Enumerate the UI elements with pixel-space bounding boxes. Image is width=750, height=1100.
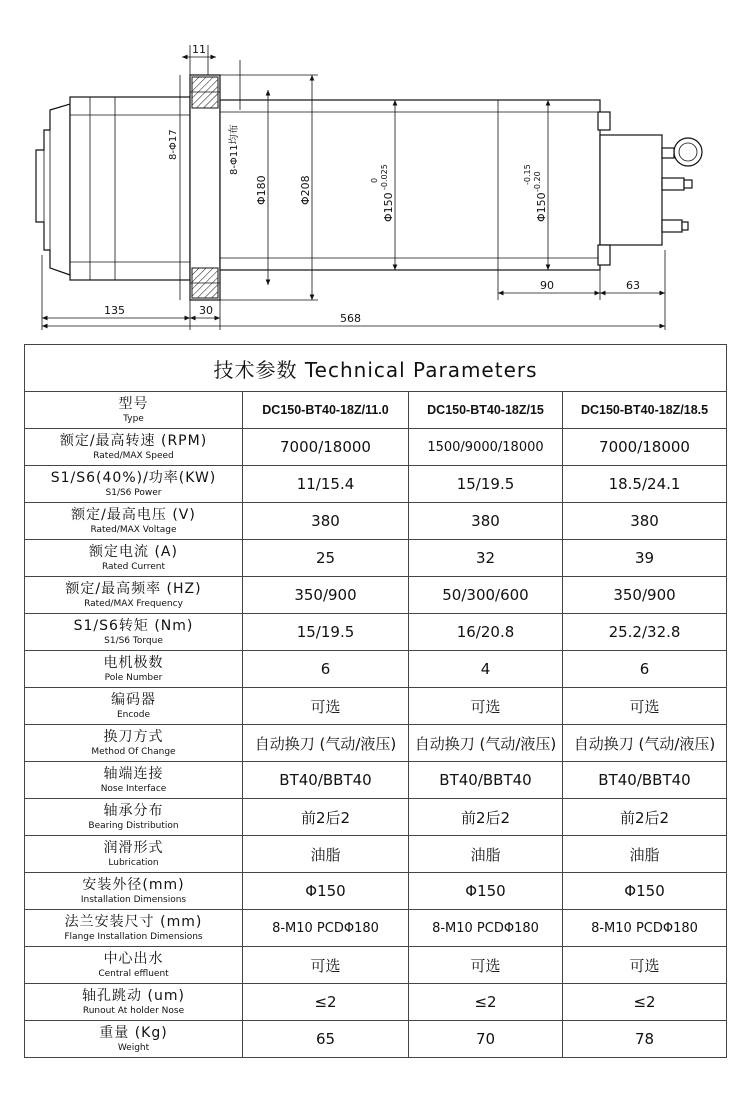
parameter-value-cell: 油脂 bbox=[243, 836, 409, 873]
parameter-label-en: Rated/MAX Frequency bbox=[84, 598, 183, 609]
parameter-value-cell: 4 bbox=[409, 651, 563, 688]
parameter-value-cell: 油脂 bbox=[409, 836, 563, 873]
type-label-cell bbox=[25, 392, 243, 429]
parameter-value-cell: 380 bbox=[243, 503, 409, 540]
parameter-value-cell: 可选 bbox=[563, 947, 727, 984]
parameter-value-cell: 50/300/600 bbox=[409, 577, 563, 614]
parameter-value-cell: 8-M10 PCDΦ180 bbox=[409, 910, 563, 947]
dim-len-30: 30 bbox=[199, 304, 213, 317]
parameter-label-cell bbox=[25, 984, 243, 1021]
parameter-label-cn: 额定/最高电压 (V) bbox=[71, 506, 196, 523]
parameter-value-cell: 自动换刀 (气动/液压) bbox=[563, 725, 727, 762]
parameter-label-en: S1/S6 Torque bbox=[104, 635, 163, 646]
technical-parameters-table bbox=[24, 344, 727, 1058]
parameter-label-cn: S1/S6(40%)/功率(KW) bbox=[50, 469, 217, 486]
model-header: DC150-BT40-18Z/15 bbox=[409, 392, 563, 429]
parameter-value-cell: 15/19.5 bbox=[243, 614, 409, 651]
parameter-value-cell: 350/900 bbox=[243, 577, 409, 614]
parameter-value-cell: 16/20.8 bbox=[409, 614, 563, 651]
flange bbox=[190, 75, 220, 300]
parameter-value-cell: 前2后2 bbox=[409, 799, 563, 836]
parameter-value-cell: Φ150 bbox=[409, 873, 563, 910]
parameter-value-cell: 可选 bbox=[243, 947, 409, 984]
dim-len-135: 135 bbox=[104, 304, 125, 317]
parameter-label-en: Method Of Change bbox=[91, 746, 176, 757]
parameter-label-cell bbox=[25, 873, 243, 910]
parameter-value-cell: 8-M10 PCDΦ180 bbox=[563, 910, 727, 947]
parameter-label-cell bbox=[25, 429, 243, 466]
parameter-value-cell: 8-M10 PCDΦ180 bbox=[243, 910, 409, 947]
parameter-label-cn: 编码器 bbox=[111, 691, 156, 708]
parameter-value-cell: 65 bbox=[243, 1021, 409, 1058]
table-row bbox=[25, 910, 727, 947]
model-header: DC150-BT40-18Z/11.0 bbox=[243, 392, 409, 429]
parameter-label-en: Rated Current bbox=[101, 561, 165, 572]
parameter-value-cell: 11/15.4 bbox=[243, 466, 409, 503]
parameter-value-cell: 380 bbox=[409, 503, 563, 540]
parameter-label-en: Bearing Distribution bbox=[88, 820, 179, 831]
parameter-value-cell: 自动换刀 (气动/液压) bbox=[243, 725, 409, 762]
table-row bbox=[25, 466, 727, 503]
dim-len-90: 90 bbox=[540, 279, 554, 292]
parameter-value-cell: ≤2 bbox=[243, 984, 409, 1021]
dim-len-568: 568 bbox=[340, 312, 361, 325]
table-row bbox=[25, 577, 727, 614]
parameter-value-cell: BT40/BBT40 bbox=[243, 762, 409, 799]
parameter-value-cell: Φ150 bbox=[563, 873, 727, 910]
parameter-value-cell: 1500/9000/18000 bbox=[409, 429, 563, 466]
table-row bbox=[25, 762, 727, 799]
parameter-label-cn: 电机极数 bbox=[103, 654, 164, 671]
table-row bbox=[25, 725, 727, 762]
parameter-value-cell: 70 bbox=[409, 1021, 563, 1058]
main-body bbox=[220, 100, 600, 270]
parameter-value-cell: Φ150 bbox=[243, 873, 409, 910]
parameter-label-cell bbox=[25, 503, 243, 540]
parameter-label-cn: 重量 (Kg) bbox=[99, 1024, 168, 1041]
table-row bbox=[25, 947, 727, 984]
dim-dia-150-rear: Φ150 bbox=[535, 192, 548, 222]
parameter-label-cell bbox=[25, 947, 243, 984]
parameter-label-en: Weight bbox=[117, 1042, 150, 1053]
table-row bbox=[25, 836, 727, 873]
parameter-value-cell: ≤2 bbox=[563, 984, 727, 1021]
parameter-value-cell: 32 bbox=[409, 540, 563, 577]
parameter-value-cell: 可选 bbox=[409, 688, 563, 725]
parameter-label-en: Lubrication bbox=[108, 857, 159, 868]
model-header: DC150-BT40-18Z/18.5 bbox=[563, 392, 727, 429]
parameter-label-cn: 轴孔跳动 (um) bbox=[82, 987, 185, 1004]
parameter-label-cn: 安装外径(mm) bbox=[82, 876, 185, 893]
table-row bbox=[25, 429, 727, 466]
parameter-value-cell: 350/900 bbox=[563, 577, 727, 614]
parameter-label-cn: 额定电流 (A) bbox=[89, 543, 178, 560]
parameter-value-cell: 可选 bbox=[409, 947, 563, 984]
parameter-label-cell bbox=[25, 910, 243, 947]
dim-11: 11 bbox=[192, 43, 206, 56]
parameter-value-cell: BT40/BBT40 bbox=[563, 762, 727, 799]
rear-cylinder bbox=[598, 112, 702, 265]
parameter-label-en: Central effluent bbox=[98, 968, 169, 979]
parameter-label-cn: 额定/最高频率 (HZ) bbox=[65, 580, 202, 597]
parameter-value-cell: 6 bbox=[243, 651, 409, 688]
dim-dia-208: Φ208 bbox=[299, 175, 312, 205]
parameter-value-cell: 18.5/24.1 bbox=[563, 466, 727, 503]
parameter-label-en: S1/S6 Power bbox=[105, 487, 162, 498]
parameter-value-cell: 可选 bbox=[563, 688, 727, 725]
parameter-value-cell: 7000/18000 bbox=[243, 429, 409, 466]
parameter-label-en: Flange Installation Dimensions bbox=[64, 931, 203, 942]
parameter-label-en: Pole Number bbox=[104, 672, 163, 683]
table-row bbox=[25, 688, 727, 725]
parameter-label-cell bbox=[25, 577, 243, 614]
parameter-value-cell: 前2后2 bbox=[563, 799, 727, 836]
dim-dia-150-rear-tol-lower: -0.20 bbox=[533, 171, 542, 192]
table-header-row bbox=[25, 392, 727, 429]
parameter-value-cell: 油脂 bbox=[563, 836, 727, 873]
parameter-label-en: Installation Dimensions bbox=[80, 894, 187, 905]
parameter-label-cell bbox=[25, 614, 243, 651]
table-title-row bbox=[25, 345, 727, 392]
parameter-value-cell: 25 bbox=[243, 540, 409, 577]
spindle-nose bbox=[36, 104, 70, 275]
table-row bbox=[25, 984, 727, 1021]
parameter-value-cell: 380 bbox=[563, 503, 727, 540]
parameter-label-cn: 轴端连接 bbox=[103, 765, 164, 782]
dim-holes-11: 8-Φ11均布 bbox=[229, 124, 240, 175]
table-row bbox=[25, 651, 727, 688]
parameter-label-cell bbox=[25, 688, 243, 725]
type-label-cn: 型号 bbox=[118, 395, 149, 412]
front-housing bbox=[70, 97, 190, 280]
parameter-value-cell: 25.2/32.8 bbox=[563, 614, 727, 651]
dim-dia-150-rear-tol-upper: -0.15 bbox=[523, 164, 532, 185]
parameter-label-cell bbox=[25, 651, 243, 688]
parameter-label-cell bbox=[25, 1021, 243, 1058]
table-row bbox=[25, 540, 727, 577]
parameter-label-cn: 额定/最高转速 (RPM) bbox=[59, 432, 208, 449]
dim-holes-17: 8-Φ17 bbox=[168, 129, 179, 160]
table-row bbox=[25, 614, 727, 651]
parameter-label-cell bbox=[25, 799, 243, 836]
parameter-label-en: Rated/MAX Voltage bbox=[90, 524, 177, 535]
dim-dia-150-tol-lower: -0.025 bbox=[380, 164, 389, 190]
parameter-label-cn: 轴承分布 bbox=[103, 802, 164, 819]
parameter-label-en: Nose Interface bbox=[100, 783, 167, 794]
parameter-value-cell: 可选 bbox=[243, 688, 409, 725]
parameter-label-cn: 换刀方式 bbox=[103, 728, 164, 745]
dim-dia-180: Φ180 bbox=[255, 175, 268, 205]
parameter-value-cell: 7000/18000 bbox=[563, 429, 727, 466]
parameter-label-en: Encode bbox=[116, 709, 151, 720]
table-title: 技术参数 Technical Parameters bbox=[25, 345, 727, 392]
parameter-value-cell: 39 bbox=[563, 540, 727, 577]
dim-dia-150: Φ150 bbox=[382, 192, 395, 222]
parameter-value-cell: 自动换刀 (气动/液压) bbox=[409, 725, 563, 762]
parameter-label-cn: S1/S6转矩 (Nm) bbox=[73, 617, 194, 634]
dim-len-63: 63 bbox=[626, 279, 640, 292]
parameter-value-cell: ≤2 bbox=[409, 984, 563, 1021]
parameter-label-cn: 法兰安装尺寸 (mm) bbox=[64, 913, 203, 930]
parameter-value-cell: 78 bbox=[563, 1021, 727, 1058]
parameter-label-cell bbox=[25, 762, 243, 799]
parameter-label-cell bbox=[25, 836, 243, 873]
parameter-label-cell bbox=[25, 466, 243, 503]
parameter-value-cell: 前2后2 bbox=[243, 799, 409, 836]
parameter-label-cn: 润滑形式 bbox=[103, 839, 164, 856]
parameter-value-cell: BT40/BBT40 bbox=[409, 762, 563, 799]
table-row bbox=[25, 873, 727, 910]
spindle-technical-drawing bbox=[0, 0, 750, 335]
parameter-value-cell: 15/19.5 bbox=[409, 466, 563, 503]
table-row bbox=[25, 799, 727, 836]
parameter-label-en: Runout At holder Nose bbox=[82, 1005, 185, 1016]
table-row bbox=[25, 503, 727, 540]
parameter-label-cell bbox=[25, 725, 243, 762]
parameter-label-cn: 中心出水 bbox=[103, 950, 164, 967]
parameter-label-cell bbox=[25, 540, 243, 577]
parameter-value-cell: 6 bbox=[563, 651, 727, 688]
parameter-label-en: Rated/MAX Speed bbox=[93, 450, 174, 461]
dim-dia-150-tol-upper: 0 bbox=[370, 177, 379, 183]
type-label-en: Type bbox=[123, 413, 144, 424]
table-row bbox=[25, 1021, 727, 1058]
